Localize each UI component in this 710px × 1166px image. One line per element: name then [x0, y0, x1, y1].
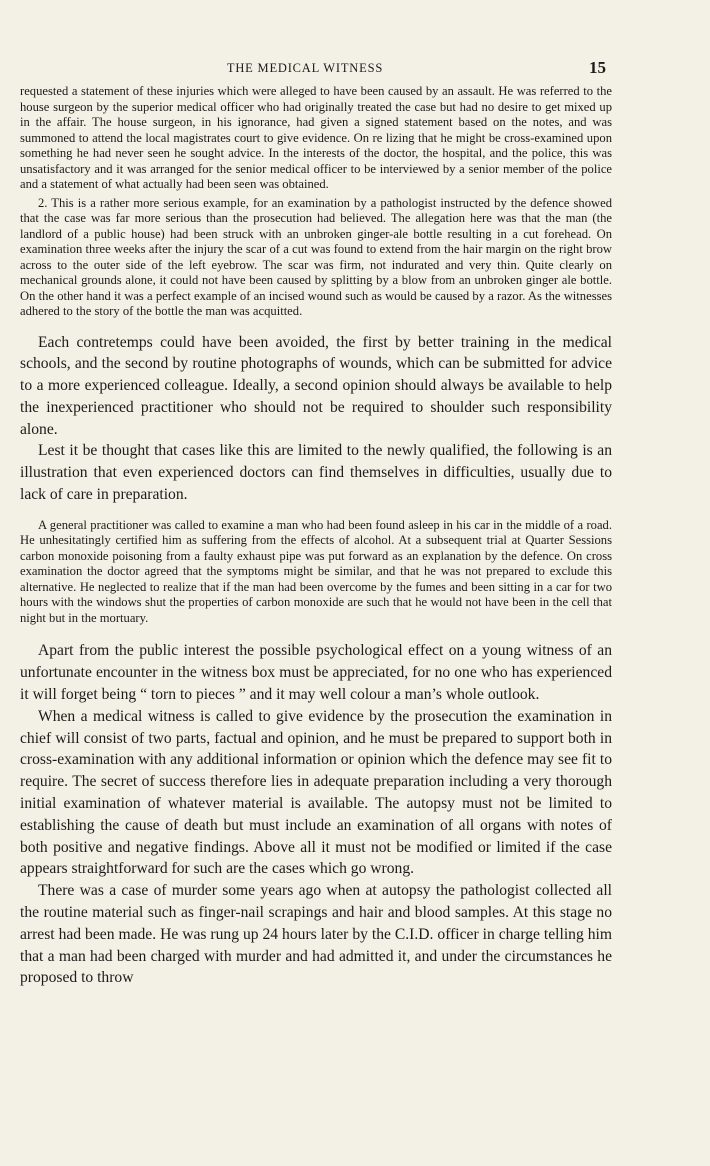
- case-one-continuation: requested a statement of these injuries which were alleged to have been caused by an assault. He was referred to the house surgeon by the superior medical officer who had originally treated the case but had no desire to get mixed up in the affair. The house surgeon, in his ignorance, had given a signed statement based on the notes, and was summoned to attend the local magistrates court to give evidence. On re lizing that he might be cross-examined upon something he had never seen he sought advice. In the interests of the doctor, the hospital, and the police, this was unsatisfactory and it was arranged for the senior medical officer to be interviewed by a senior member of the police and a statement of what actually had been seen was obtained.: [20, 84, 612, 191]
- running-title: THE MEDICAL WITNESS: [226, 61, 384, 75]
- paragraph-contretemps: Each contretemps could have been avoided, the first by better training in the medical schools, and the second by routine photographs of wounds, which can be submitted for advice to a more experienced colleague. Ideally, a second opinion should always be available to help the inexperienced practitioner who should not be required to shoulder such responsibility alone.: [20, 333, 612, 438]
- running-head: [0, 58, 710, 80]
- case-two-paragraph: 2. This is a rather more serious example, for an examination by a pathologist instructed by the defence showed that the case was far more serious than the prosecution had believed. The allegation here was that the man (the landlord of a public house) had been struck with an unbroken ginger-ale bottle resulting in a cut forehead. On examination three weeks after the injury the scar of a cut was found to extend from the hair margin on the right brow across to the outer side of the left eyebrow. The scar was firm, not indurated and very thin. Quite clearly on mechanical grounds alone, it could not have been caused by splitting by a blow from an unbroken ginger ale bottle. On the other hand it was a perfect example of an incised wound such as would be caused by a razor. As the witnesses adhered to the story of the bottle the man was acquitted.: [20, 195, 612, 318]
- paragraph-psychological-effect: Apart from the public interest the possible psychological effect on a young witness of an unfortunate encounter in the witness box must be appreciated, for no one who has experienced it will forget being “ torn to pieces ” and it may well colour a man’s whole outlook.: [20, 642, 612, 703]
- body-text: [20, 84, 612, 989]
- paragraph-murder-case: There was a case of murder some years ago when at autopsy the pathologist collected all the routine material such as finger-nail scrapings and hair and blood samples. At this stage no arrest had been made. He was rung up 24 hours later by the C.I.D. officer in charge telling him that a man had been charged with murder and had admitted it, and under the circumstances he proposed to throw: [20, 882, 612, 987]
- page-number: 15: [589, 58, 606, 77]
- paragraph-experienced-doctors: Lest it be thought that cases like this are limited to the newly qualified, the following is an illustration that even experienced doctors can find themselves in difficulties, usually due to lack of care in preparation.: [20, 442, 612, 504]
- case-general-practitioner: A general practitioner was called to examine a man who had been found asleep in his car in the middle of a road. He unhesitatingly certified him as suffering from the effects of alcohol. At a subsequent trial at Quarter Sessions carbon monoxide poisoning from a faulty exhaust pipe was put forward as an explanation by the defence. On cross examination the doctor agreed that the symptoms might be similar, and that he was not prepared to exclude this alternative. He neglected to realize that if the man had been overcome by the fumes and been sitting in a car for two hours with the windows shut the properties of carbon monoxide are such that he would not have been in the cell that night but in the mortuary.: [20, 517, 612, 625]
- paragraph-medical-witness: When a medical witness is called to give evidence by the prosecution the examination in chief will consist of two parts, factual and opinion, and he must be prepared to support both in cross-examination with any additional information or opinion which the defence may see fit to require. The secret of success therefore lies in adequate preparation including a very thorough initial examination of whatever material is available. The autopsy must not be limited to establishing the cause of death but must include an examination of all organs with notes of both positive and negative findings. Above all it must not be modified or limited if the case appears straightforward for such are the cases which go wrong.: [20, 707, 612, 878]
